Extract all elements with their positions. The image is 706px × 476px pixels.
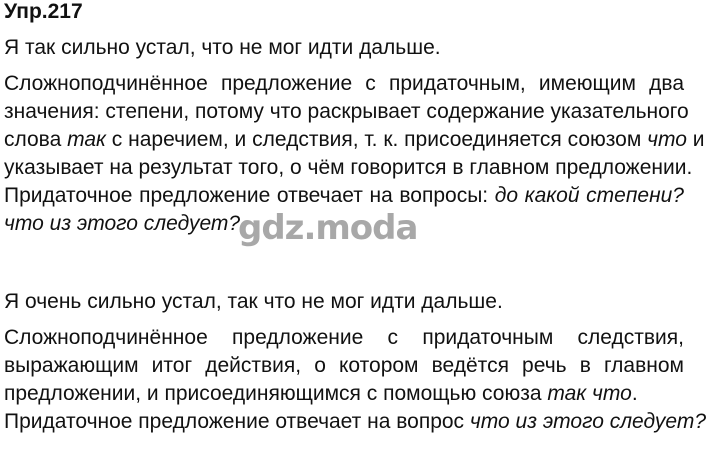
italic-question-3: что из этого следует?	[469, 410, 706, 433]
text-run: выражающим итог действия, о котором ведётся речь в главном	[4, 354, 684, 377]
analysis-1-line-3	[4, 126, 705, 154]
analysis-1-line-1	[4, 70, 684, 98]
italic-word-tak: так	[67, 128, 106, 151]
text-run: Придаточное предложение отвечает на вопрос	[4, 410, 470, 433]
text-run: предложении, и присоединяющимся с помощью союза	[4, 382, 548, 405]
text-run: .	[631, 382, 638, 405]
example-sentence-2: Я очень сильно устал, так что не мог идти дальше.	[4, 290, 503, 313]
italic-phrase-tak-chto: так что	[547, 382, 632, 405]
text-run: с наречием, и следствия, т. к. присоединяется союзом	[105, 128, 648, 151]
italic-question-1: до какой степени?	[494, 184, 684, 207]
text-run: Сложноподчинённое предложение с придаточным, имеющим два	[4, 72, 684, 95]
analysis-2-line-2	[4, 352, 684, 380]
text-run: указывает на результат того, о чём говорится в главном предложении.	[4, 156, 693, 179]
analysis-2-line-3	[4, 380, 684, 408]
watermark-logo: gdz.moda	[238, 208, 418, 248]
text-run: Придаточное предложение отвечает на вопросы:	[4, 184, 495, 207]
exercise-number: Упр.217	[4, 0, 83, 23]
italic-word-chto: что	[647, 128, 687, 151]
text-run: слова	[4, 128, 68, 151]
analysis-2-line-4	[4, 408, 706, 436]
text-run: и	[686, 128, 705, 151]
analysis-1-line-5	[4, 182, 684, 210]
analysis-1-line-2	[4, 98, 689, 126]
italic-question-2: что из этого следует?	[4, 212, 241, 235]
text-run: значения: степени, потому что раскрывает содержание указательного	[4, 100, 689, 123]
analysis-2-line-1	[4, 324, 684, 352]
analysis-1-line-4	[4, 154, 693, 182]
analysis-2	[4, 324, 706, 436]
example-sentence-1: Я так сильно устал, что не мог идти дальше.	[4, 36, 441, 59]
text-run: Сложноподчинённое предложение с придаточным следствия,	[4, 326, 684, 349]
